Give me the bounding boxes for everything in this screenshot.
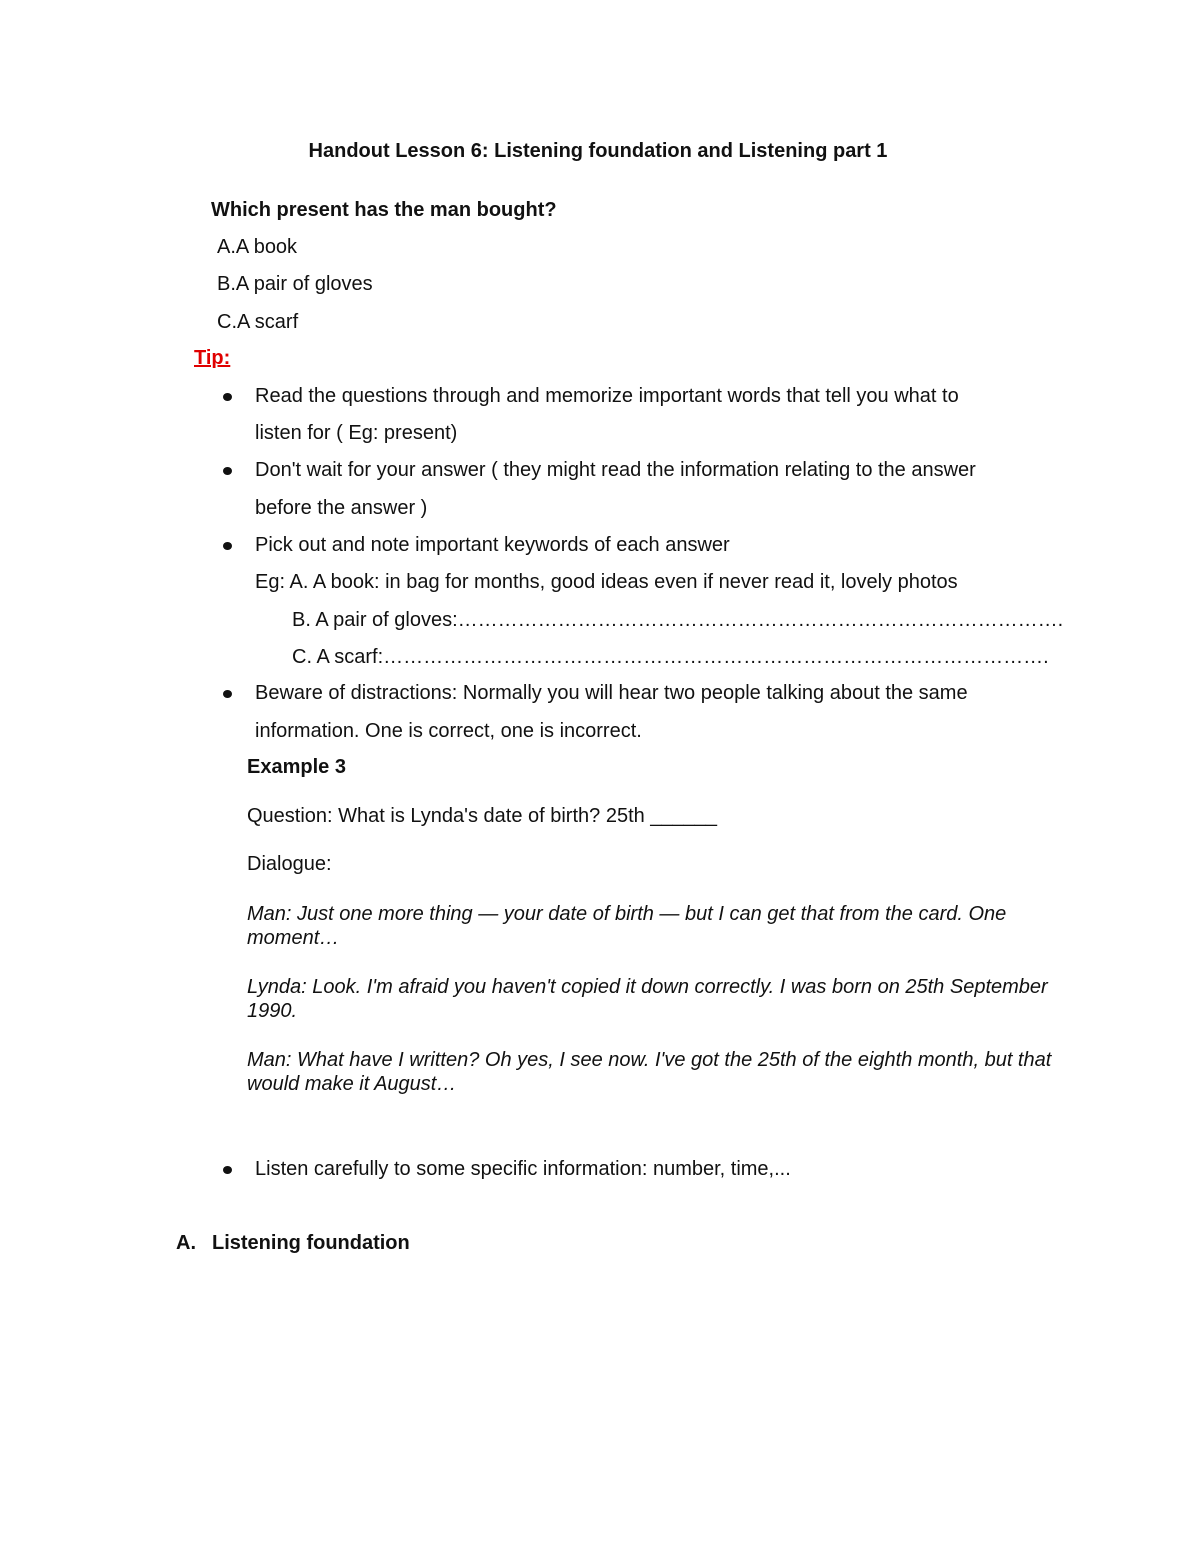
option-c: C.A scarf	[217, 311, 299, 333]
example-question: Question: What is Lynda's date of birth? 25th ______	[247, 805, 718, 827]
tip-4-line-1: Beware of distractions: Normally you will hear two people talking about the same	[255, 682, 968, 704]
bullet-icon	[223, 393, 232, 401]
page-title: Handout Lesson 6: Listening foundation and Listening part 1	[308, 140, 888, 162]
dialogue-label: Dialogue:	[247, 853, 332, 875]
example-title: Example 3	[247, 756, 346, 778]
tip-3-line-1: Pick out and note important keywords of each answer	[255, 534, 730, 556]
option-b: B.A pair of gloves	[217, 273, 373, 295]
tip-5-line-1: Listen carefully to some specific information: number, time,...	[255, 1158, 791, 1180]
tip-3-example: Eg: A. A book: in bag for months, good ideas even if never read it, lovely photos	[255, 571, 958, 593]
tip-1-line-2: listen for ( Eg: present)	[255, 422, 458, 444]
dialogue-line-lynda: Lynda: Look. I'm afraid you haven't copied it down correctly. I was born on 25th September 1990.	[247, 976, 1048, 1022]
tip-3-option-c: C. A scarf:……………………………………………………………………………………….	[292, 646, 1049, 668]
bullet-icon	[223, 690, 232, 698]
section-label: Listening foundation	[212, 1232, 410, 1254]
question-heading: Which present has the man bought?	[211, 199, 557, 221]
section-heading	[176, 1232, 410, 1255]
bullet-icon	[223, 542, 232, 550]
tip-1-line-1: Read the questions through and memorize important words that tell you what to	[255, 385, 959, 407]
tip-label: Tip:	[194, 347, 231, 369]
bullet-icon	[223, 467, 232, 475]
tip-2-line-1: Don't wait for your answer ( they might read the information relating to the answer	[255, 459, 976, 481]
dialogue-line-man-2: Man: What have I written? Oh yes, I see now. I've got the 25th of the eighth month, but that would make it August…	[247, 1049, 1052, 1095]
dialogue-line-man-1: Man: Just one more thing — your date of birth — but I can get that from the card. One moment…	[247, 903, 1007, 949]
bullet-icon	[223, 1166, 232, 1174]
tip-4-line-2: information. One is correct, one is incorrect.	[255, 720, 642, 742]
option-a: A.A book	[217, 236, 298, 258]
tip-3-option-b: B. A pair of gloves:……………………………………………………………………………….	[292, 609, 1064, 631]
tip-2-line-2: before the answer )	[255, 497, 428, 519]
section-letter: A.	[176, 1232, 196, 1254]
